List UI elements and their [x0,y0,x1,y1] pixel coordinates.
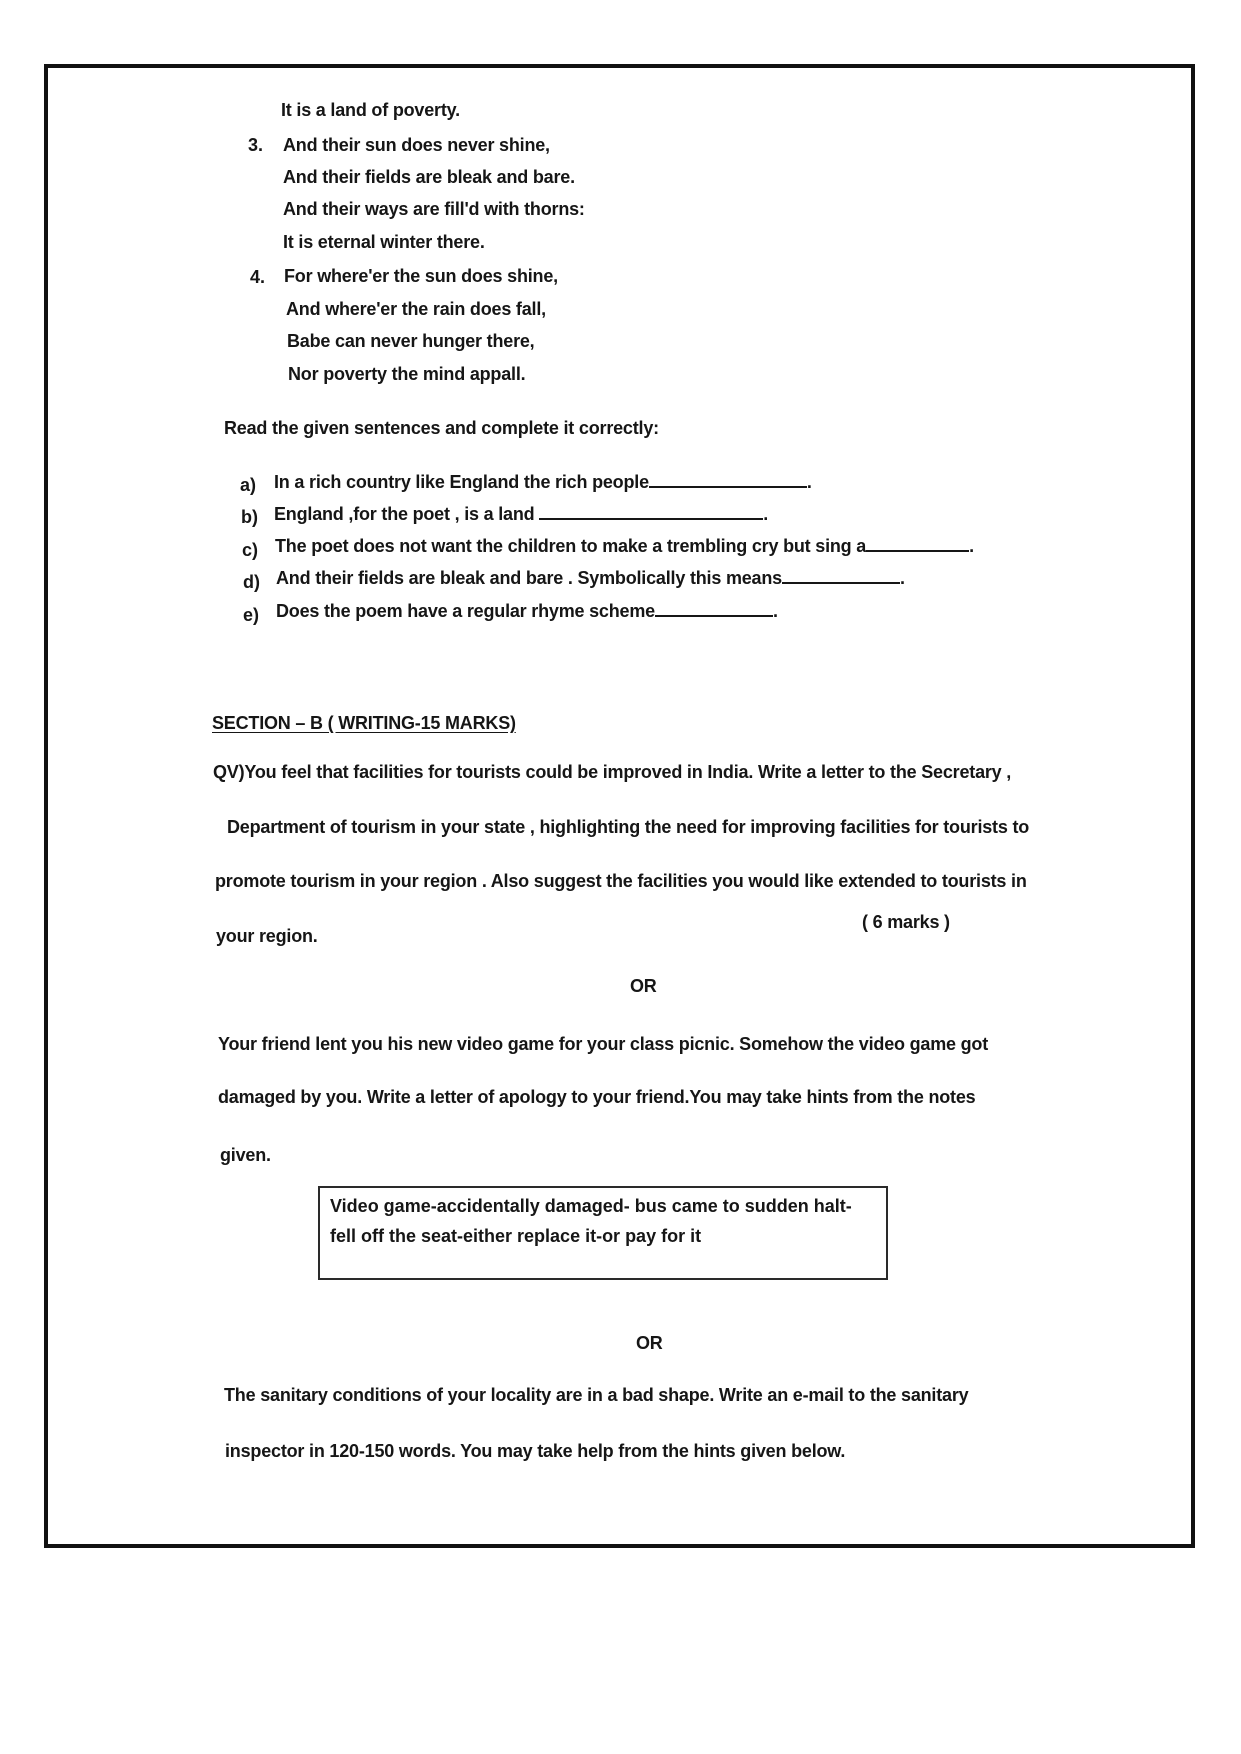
exercise-item-a: In a rich country like England the rich people . [274,472,812,492]
poem-line: For where'er the sun does shine, [284,266,558,286]
exercise-item-d: And their fields are bleak and bare . Symbolically this means . [276,568,905,588]
marks-label: ( 6 marks ) [862,912,950,932]
item-label: d) [243,572,260,592]
answer-blank[interactable] [539,504,763,520]
stanza-number: 3. [248,135,264,155]
section-heading: SECTION – B ( WRITING-15 MARKS) [212,713,516,733]
poem-line: It is a land of poverty. [281,100,460,120]
poem-line: And their fields are bleak and bare. [283,167,575,187]
poem-line: It is eternal winter there. [283,232,485,252]
question-line: Department of tourism in your state , highlighting the need for improving facilities for tourists to [227,817,1030,837]
answer-blank[interactable] [649,472,807,488]
or-separator: OR [636,1333,663,1353]
question-line: damaged by you. Write a letter of apology to your friend.You may take hints from the notes [218,1087,976,1107]
page-border [44,64,1195,1548]
stanza-number: 4. [250,267,266,287]
hint-line: Video game-accidentally damaged- bus came to sudden halt- [330,1196,852,1216]
question-line: inspector in 120-150 words. You may take help from the hints given below. [225,1441,846,1461]
answer-blank[interactable] [866,536,969,552]
poem-line: And where'er the rain does fall, [286,299,546,319]
hint-box [318,1186,888,1280]
question-line: The sanitary conditions of your locality are in a bad shape. Write an e-mail to the sanitary [224,1385,969,1405]
exercise-instruction: Read the given sentences and complete it correctly: [224,418,659,438]
question-line: QV)You feel that facilities for tourists could be improved in India. Write a letter to the Secretary , [213,762,1012,782]
exercise-item-e: Does the poem have a regular rhyme scheme . [276,601,778,621]
poem-line: And their sun does never shine, [283,135,550,155]
item-label: a) [240,475,257,495]
poem-line: Babe can never hunger there, [287,331,535,351]
answer-blank[interactable] [655,601,773,617]
exercise-item-b: England ,for the poet , is a land . [274,504,769,524]
item-label: e) [243,605,260,625]
item-label: c) [242,540,259,560]
answer-blank[interactable] [782,568,900,584]
question-line: promote tourism in your region . Also suggest the facilities you would like extended to tourists in [215,871,1027,891]
question-line: given. [220,1145,271,1165]
hint-line: fell off the seat-either replace it-or pay for it [330,1226,702,1246]
item-label: b) [241,507,258,527]
question-line: Your friend lent you his new video game for your class picnic. Somehow the video game got [218,1034,989,1054]
poem-line: Nor poverty the mind appall. [288,364,526,384]
or-separator: OR [630,976,657,996]
poem-line: And their ways are fill'd with thorns: [283,199,585,219]
question-line: your region. [216,926,318,946]
exercise-item-c: The poet does not want the children to make a trembling cry but sing a . [275,536,974,556]
